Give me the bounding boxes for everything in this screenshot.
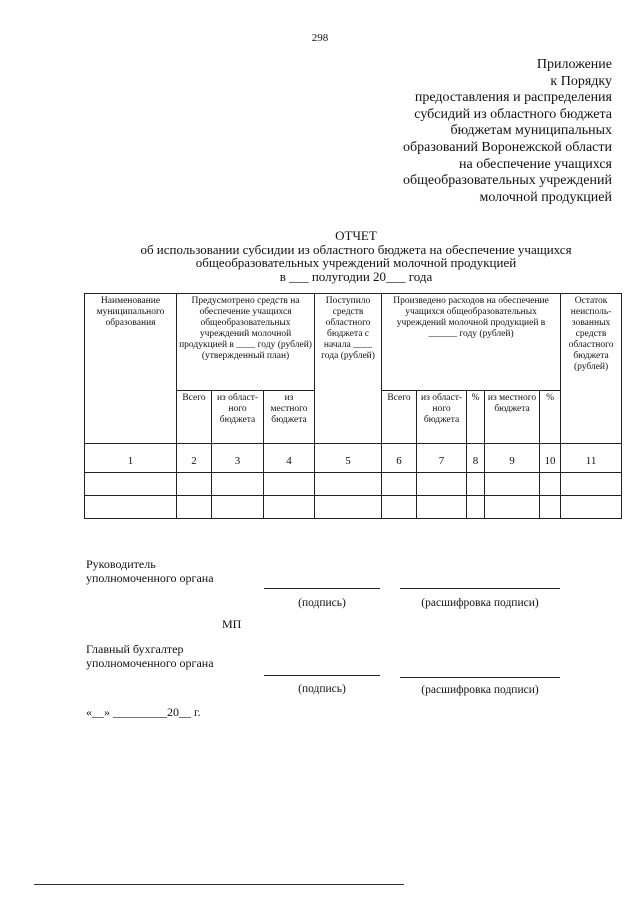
decode-line: [400, 677, 560, 678]
header-municipality: Наименование муниципального образования: [85, 294, 177, 444]
subheader-regional: из област-ного бюджета: [417, 391, 467, 444]
appendix-line: общеобразовательных учреждений: [402, 173, 612, 189]
empty-cell: [561, 473, 622, 496]
footer-rule: [34, 884, 404, 885]
appendix-line: бюджетам муниципальных: [450, 123, 612, 139]
decode-caption: (расшифровка подписи): [421, 684, 539, 696]
page-number: 298: [311, 32, 329, 44]
appendix-line: образований Воронежской области: [403, 139, 612, 155]
accountant-label: [86, 642, 214, 670]
empty-cell: [264, 473, 315, 496]
table-row: [85, 496, 622, 519]
report-period: в ___ полугодии 20___ года: [279, 268, 433, 284]
appendix-line: молочной продукцией: [479, 189, 612, 205]
empty-cell: [315, 496, 382, 519]
empty-cell: [382, 473, 417, 496]
column-number: 2: [177, 444, 212, 473]
empty-cell: [212, 473, 264, 496]
empty-cell: [467, 473, 485, 496]
column-number: 5: [315, 444, 382, 473]
empty-cell: [315, 473, 382, 496]
column-number: 4: [264, 444, 315, 473]
report-title-block: [96, 229, 616, 283]
header-spent: Произведено расходов на обеспечение учащихся общеобразовательных учреждений молочной продукцией в ______ году (рублей): [382, 294, 561, 391]
head-title: Руководитель: [86, 557, 156, 571]
decode-line: [400, 588, 560, 589]
empty-cell: [85, 473, 177, 496]
head-organ: уполномоченного органа: [86, 571, 214, 585]
header-planned: Предусмотрено средств на обеспечение учащихся общеобразовательных учреждений молочной продукцией в ____ году (рублей) (утвержденный план): [177, 294, 315, 391]
empty-cell: [467, 496, 485, 519]
appendix-line: предоставления и распределения: [414, 90, 612, 106]
signature-line: [264, 675, 380, 676]
empty-cell: [417, 496, 467, 519]
empty-cell: [540, 473, 561, 496]
column-number: 1: [85, 444, 177, 473]
subheader-municipal: из местного бюджета: [264, 391, 315, 444]
signature-caption: (подпись): [298, 683, 346, 695]
decode-caption: (расшифровка подписи): [421, 597, 539, 609]
subheader-regional: из област-ного бюджета: [212, 391, 264, 444]
report-title: ОТЧЕТ: [335, 228, 377, 243]
empty-cell: [85, 496, 177, 519]
report-subtitle: об использовании субсидии из областного бюджета на обеспечение учащихся: [140, 241, 572, 257]
report-table: [84, 293, 622, 519]
accountant-title: Главный бухгалтер: [86, 642, 184, 656]
column-number: 11: [561, 444, 622, 473]
empty-cell: [177, 473, 212, 496]
subheader-municipal: из местного бюджета: [485, 391, 540, 444]
column-number: 6: [382, 444, 417, 473]
accountant-organ: уполномоченного органа: [86, 656, 214, 670]
subheader-total: Всего: [382, 391, 417, 444]
header-received: Поступило средств областного бюджета с начала ____ года (рублей): [315, 294, 382, 444]
signature-line: [264, 588, 380, 589]
empty-cell: [382, 496, 417, 519]
empty-cell: [417, 473, 467, 496]
empty-cell: [177, 496, 212, 519]
report-subtitle: общеобразовательных учреждений молочной продукцией: [195, 255, 517, 271]
empty-cell: [485, 496, 540, 519]
column-number: 9: [485, 444, 540, 473]
appendix-line: Приложение: [536, 57, 612, 72]
column-number: 10: [540, 444, 561, 473]
empty-cell: [540, 496, 561, 519]
column-number: 8: [467, 444, 485, 473]
head-label: [86, 557, 214, 585]
appendix-heading: [312, 57, 612, 206]
appendix-line: субсидий из областного бюджета: [414, 106, 612, 122]
subheader-percent: %: [540, 391, 561, 444]
column-number: 3: [212, 444, 264, 473]
empty-cell: [485, 473, 540, 496]
subheader-percent: %: [467, 391, 485, 444]
stamp-label: МП: [222, 617, 242, 631]
appendix-line: на обеспечение учащихся: [458, 156, 612, 172]
subheader-total: Всего: [177, 391, 212, 444]
signature-caption: (подпись): [298, 597, 346, 609]
table-row: [85, 473, 622, 496]
date-line: «__» _________20__ г.: [86, 705, 201, 719]
empty-cell: [264, 496, 315, 519]
column-number: 7: [417, 444, 467, 473]
empty-cell: [561, 496, 622, 519]
appendix-line: к Порядку: [550, 73, 612, 89]
empty-cell: [212, 496, 264, 519]
header-remainder: Остаток неисполь-зованных средств областного бюджета (рублей): [561, 294, 622, 444]
